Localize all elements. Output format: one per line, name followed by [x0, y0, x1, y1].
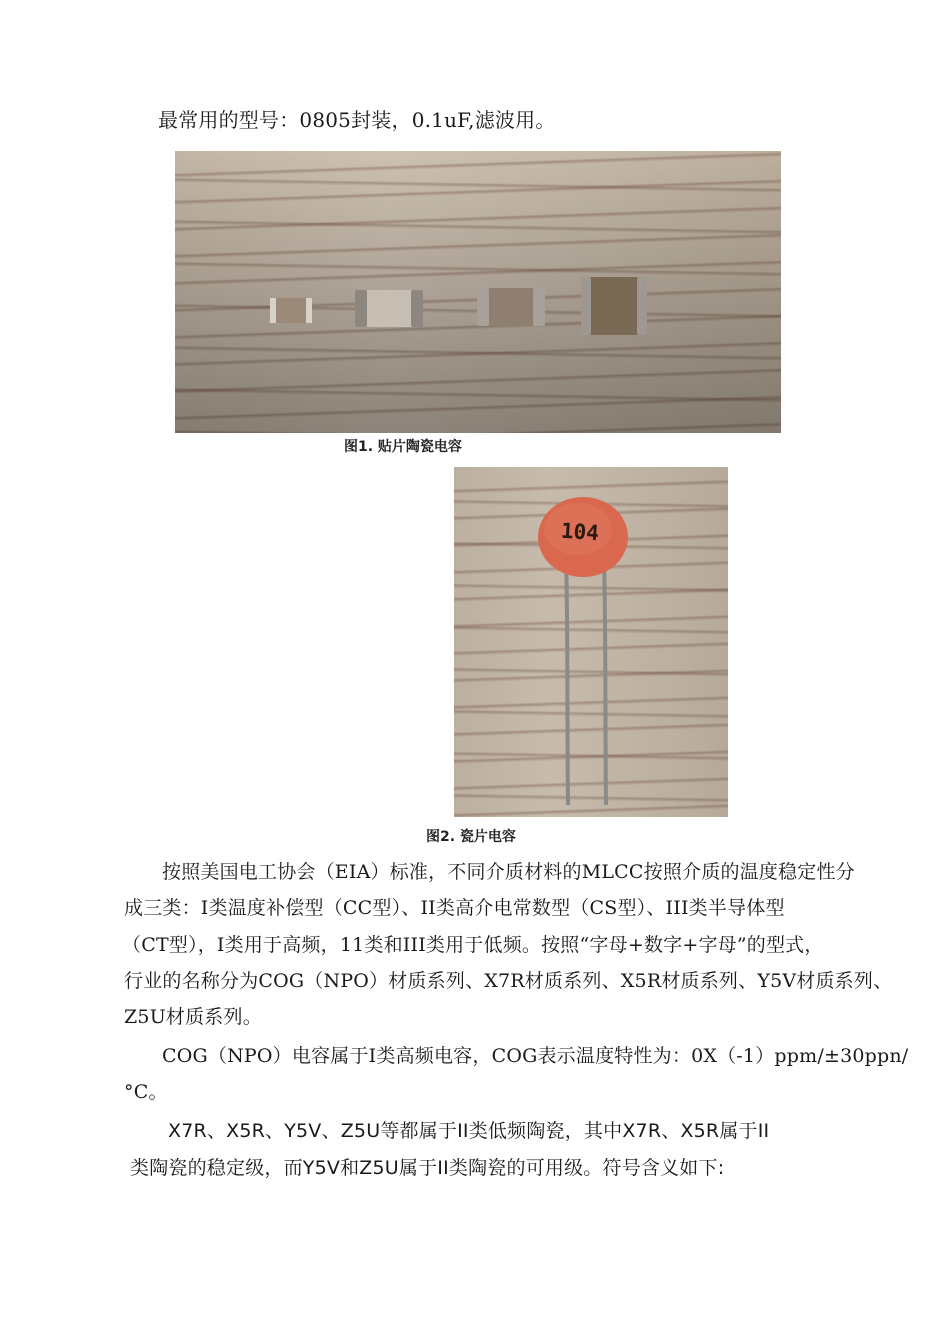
chip-capacitor-0603	[355, 290, 423, 327]
chip-capacitor-0805	[477, 288, 545, 326]
chip-capacitor-small	[270, 298, 312, 323]
para1-line1: 按照美国电工协会（EIA）标准，不同介质材料的MLCC按照介质的温度稳定性分	[162, 861, 855, 883]
figure1-caption: 图1. 贴片陶瓷电容	[344, 439, 462, 455]
para2-line1: COG（NPO）电容属于I类高频电容，COG表示温度特性为：0X（-1）ppm/±30ppn/	[162, 1045, 909, 1067]
chip-capacitor-1206	[581, 277, 647, 335]
para3-line1: X7R、X5R、Y5V、Z5U等都属于II类低频陶瓷，其中X7R、X5R属于II	[168, 1120, 770, 1142]
para1-line2: 成三类：I类温度补偿型（CC型）、II类高介电常数型（CS型）、III类半导体型	[124, 897, 785, 919]
disc-capacitor-photo	[454, 467, 728, 817]
para3-line2: 类陶瓷的稳定级，而Y5V和Z5U属于II类陶瓷的可用级。符号含义如下:	[130, 1157, 725, 1179]
figure2-caption: 图2. 瓷片电容	[426, 829, 516, 845]
intro-line: 最常用的型号：0805封装，0.1uF,滤波用。	[158, 108, 556, 132]
para2-line2: °C。	[124, 1081, 168, 1103]
para1-line5: Z5U材质系列。	[124, 1006, 262, 1028]
para1-line3: （CT型），I类用于高频，11类和III类用于低频。按照“字母+数字+字母”的型式，	[122, 934, 824, 956]
para1-line4: 行业的名称分为COG（NPO）材质系列、X7R材质系列、X5R材质系列、Y5V材质系列、	[124, 970, 893, 992]
capacitor-marking: 104	[560, 518, 600, 546]
smd-capacitors-photo	[175, 151, 781, 433]
